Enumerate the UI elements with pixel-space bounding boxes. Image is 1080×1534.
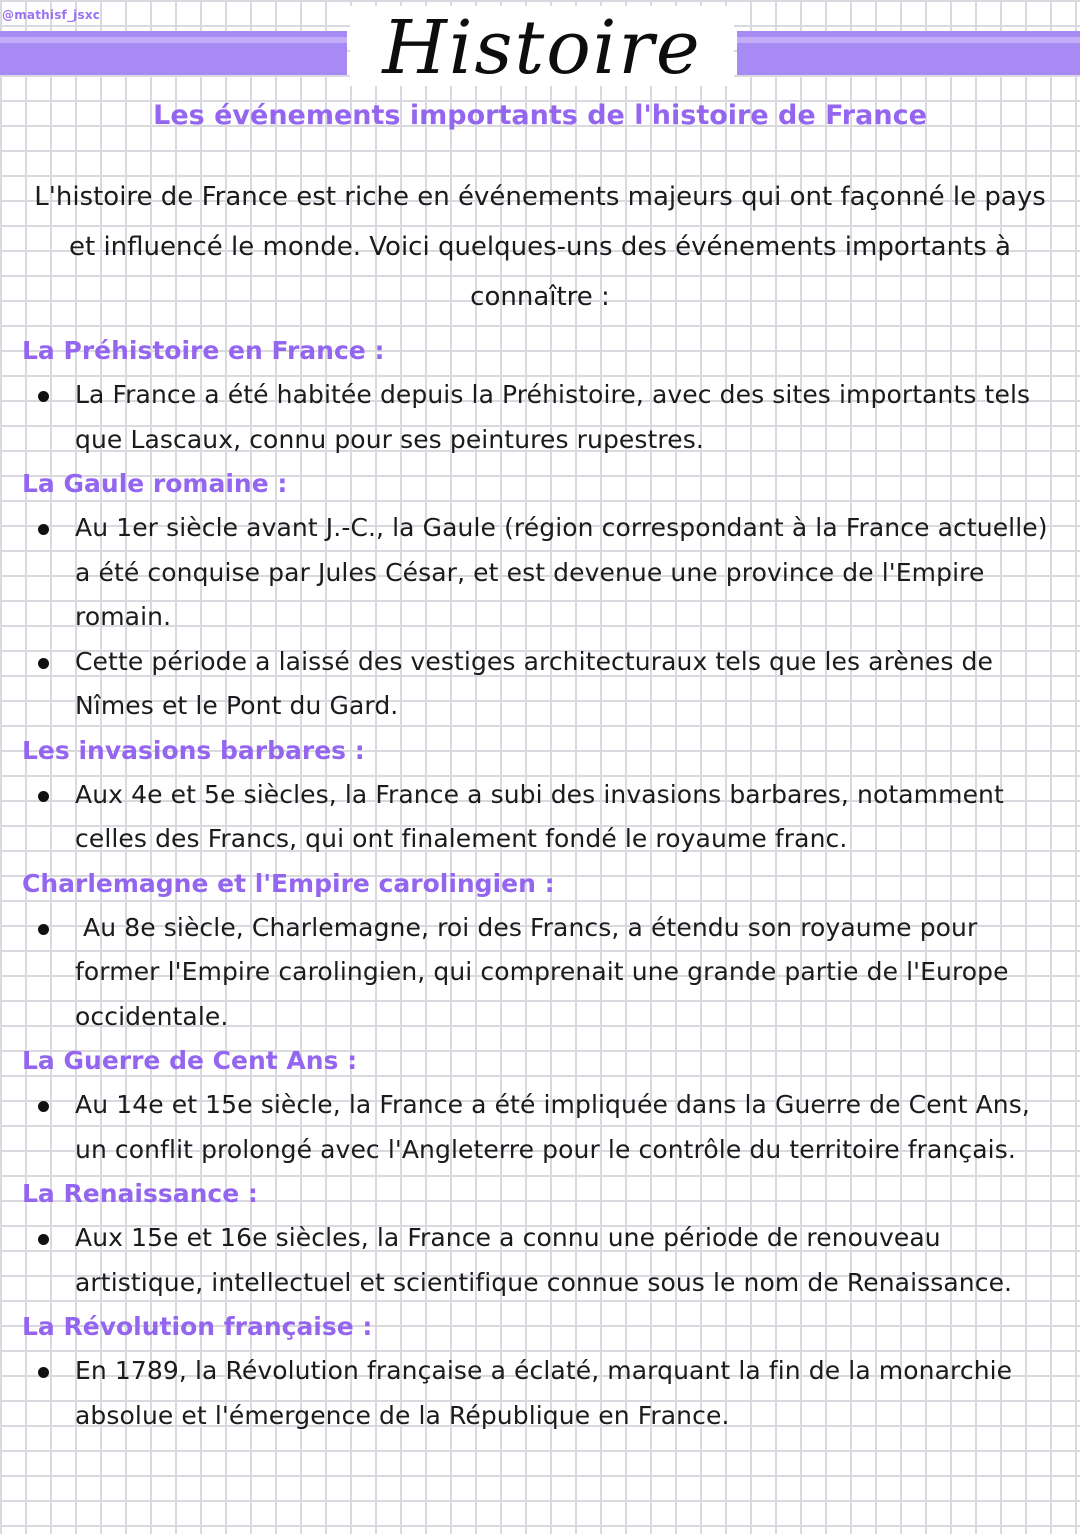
list-item-text: Au 14e et 15e siècle, la France a été impliquée dans la Guerre de Cent Ans, un conflit prolongé avec l'Angleterre pour le contrôle du territoire français.	[75, 1090, 1038, 1164]
bullet-list	[0, 373, 1080, 462]
list-item	[0, 773, 1080, 862]
bullet-dot-icon	[38, 524, 49, 535]
section	[0, 1305, 1080, 1438]
bullet-dot-icon	[38, 924, 49, 935]
list-item-text: En 1789, la Révolution française a éclaté, marquant la fin de la monarchie absolue et l'émergence de la République en France.	[75, 1356, 1021, 1430]
section	[0, 1039, 1080, 1172]
list-item	[0, 640, 1080, 729]
list-item	[0, 1083, 1080, 1172]
list-item-text: Cette période a laissé des vestiges architecturaux tels que les arènes de Nîmes et le Pont du Gard.	[75, 646, 1001, 720]
bullet-list	[0, 1216, 1080, 1305]
bullet-dot-icon	[38, 791, 49, 802]
section-heading: La Préhistoire en France :	[22, 336, 385, 365]
section-heading: La Guerre de Cent Ans :	[22, 1046, 358, 1075]
page-subtitle: Les événements importants de l'histoire de France	[153, 100, 927, 131]
list-item-text: Aux 15e et 16e siècles, la France a connu une période de renouveau artistique, intellectuel et scientifique connue sous le nom de Renaissance.	[75, 1223, 1013, 1297]
section	[0, 462, 1080, 729]
list-item-text: La France a été habitée depuis la Préhistoire, avec des sites importants tels que Lascaux, connu pour ses peintures rupestres.	[75, 380, 1039, 454]
bullet-dot-icon	[38, 1234, 49, 1245]
bullet-list	[0, 906, 1080, 1040]
section-heading: La Révolution française :	[22, 1312, 373, 1341]
section	[0, 1172, 1080, 1305]
list-item	[0, 1216, 1080, 1305]
list-item	[0, 373, 1080, 462]
bullet-dot-icon	[38, 391, 49, 402]
intro-paragraph: L'histoire de France est riche en événements majeurs qui ont façonné le pays et influencé le monde. Voici quelques-uns des événements importants à connaître :	[34, 182, 1046, 312]
section-heading: Les invasions barbares :	[22, 735, 365, 765]
author-watermark: @mathisf_jsxc	[2, 8, 101, 22]
bullet-list	[0, 773, 1080, 862]
list-item	[0, 506, 1080, 640]
bullet-list	[0, 1349, 1080, 1438]
section	[0, 729, 1080, 862]
bullet-dot-icon	[38, 658, 49, 669]
bullet-dot-icon	[38, 1101, 49, 1112]
list-item-text: Au 8e siècle, Charlemagne, roi des Francs, a étendu son royaume pour former l'Empire carolingien, qui comprenait une grande partie de l'Europe occidentale.	[75, 912, 1017, 1031]
section	[0, 329, 1080, 462]
section	[0, 862, 1080, 1040]
section-heading: La Gaule romaine :	[22, 469, 288, 498]
list-item	[0, 1349, 1080, 1438]
list-item-text: Aux 4e et 5e siècles, la France a subi des invasions barbares, notamment celles des Francs, qui ont finalement fondé le royaume franc.	[75, 779, 1012, 853]
title-band-left	[0, 31, 347, 75]
list-item	[0, 906, 1080, 1040]
bullet-dot-icon	[38, 1367, 49, 1378]
section-heading: La Renaissance :	[22, 1179, 258, 1208]
section-heading: Charlemagne et l'Empire carolingien :	[22, 868, 555, 898]
bullet-list	[0, 506, 1080, 729]
page-title: Histoire	[382, 5, 702, 91]
title-band-right	[737, 31, 1080, 75]
bullet-list	[0, 1083, 1080, 1172]
list-item-text: Au 1er siècle avant J.-C., la Gaule (région correspondant à la France actuelle) a été conquise par Jules César, et est devenue une province de l'Empire romain.	[75, 513, 1056, 631]
sections-list	[0, 329, 1080, 1438]
